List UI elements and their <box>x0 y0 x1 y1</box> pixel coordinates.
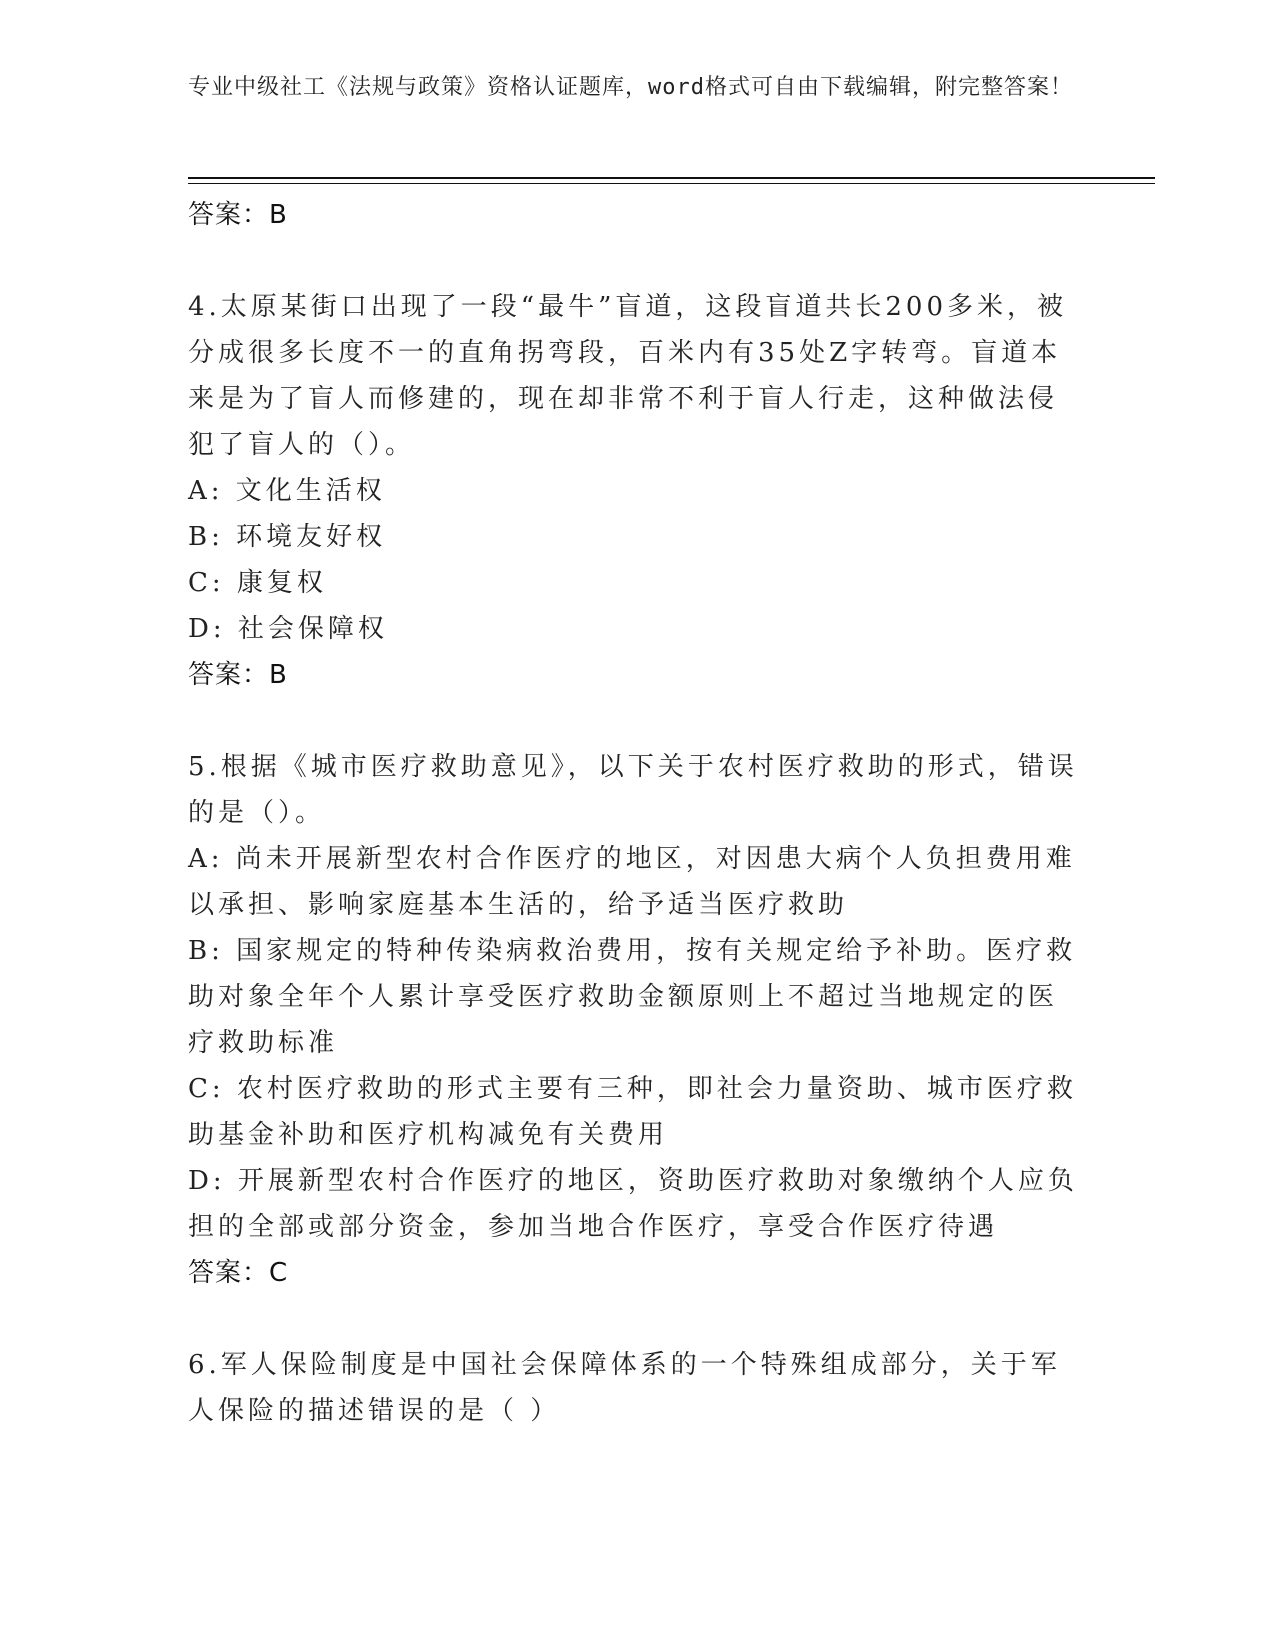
question-4-option-d: D: 社会保障权 <box>188 614 388 644</box>
question-5-option-c: C: 农村医疗救助的形式主要有三种，即社会力量资助、城市医疗救助基金补助和医疗机构减免有关费用 <box>188 1074 1077 1150</box>
question-5-option-d: D: 开展新型农村合作医疗的地区，资助医疗救助对象缴纳个人应负担的全部或部分资金，参加当地合作医疗，享受合作医疗待遇 <box>188 1166 1078 1242</box>
page-header: 专业中级社工《法规与政策》资格认证题库，word格式可自由下载编辑，附完整答案！ <box>188 75 1073 100</box>
question-5-option-a: A: 尚未开展新型农村合作医疗的地区，对因患大病个人负担费用难以承担、影响家庭基本生活的，给予适当医疗救助 <box>188 844 1076 920</box>
question-4-option-b: B: 环境友好权 <box>188 522 387 552</box>
header-rule-thin <box>188 183 1155 184</box>
spacer <box>188 238 1078 284</box>
question-4-option-a: A: 文化生活权 <box>188 476 386 506</box>
question-6-text: 6.军人保险制度是中国社会保障体系的一个特殊组成部分，关于军人保险的描述错误的是（ ） <box>188 1350 1061 1426</box>
document-body <box>188 192 1078 1434</box>
question-5-answer: 答案：C <box>188 1258 289 1288</box>
question-5-text: 5.根据《城市医疗救助意见》，以下关于农村医疗救助的形式，错误的是（）。 <box>188 752 1078 828</box>
question-5-option-b: B: 国家规定的特种传染病救治费用，按有关规定给予补助。医疗救助对象全年个人累计享受医疗救助金额原则上不超过当地规定的医疗救助标准 <box>188 936 1077 1058</box>
question-4 <box>188 284 1078 698</box>
answer-prev: 答案：B <box>188 200 288 230</box>
question-5 <box>188 744 1078 1296</box>
question-4-text: 4.太原某街口出现了一段“最牛”盲道，这段盲道共长200多米，被分成很多长度不一的直角拐弯段，百米内有35处Z字转弯。盲道本来是为了盲人而修建的，现在却非常不利于盲人行走，这种做法侵犯了盲人的（）。 <box>188 292 1068 460</box>
spacer <box>188 1296 1078 1342</box>
question-4-option-c: C: 康复权 <box>188 568 327 598</box>
header-rule-thick <box>188 177 1155 179</box>
spacer <box>188 698 1078 744</box>
question-4-answer: 答案：B <box>188 660 288 690</box>
question-6 <box>188 1342 1078 1434</box>
